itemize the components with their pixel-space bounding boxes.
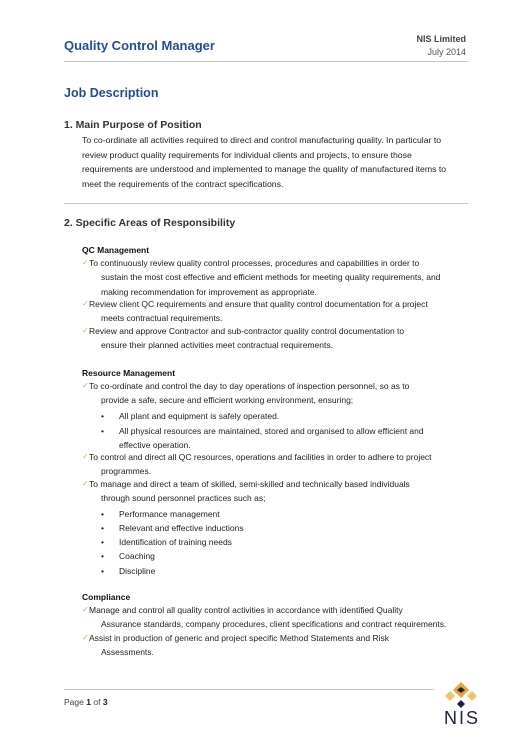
compliance-heading: Compliance <box>82 592 131 602</box>
bullet-icon: • <box>101 509 104 519</box>
section-divider <box>64 203 468 204</box>
resource-bullet: • Coaching <box>101 549 461 563</box>
bullet-icon: • <box>101 566 104 576</box>
section-1-line: requirements are understood and implemented to manage the quality of manufactured items to <box>82 164 447 174</box>
checkmark-icon: ✓ <box>82 326 89 335</box>
section-1-title: 1. Main Purpose of Position <box>64 119 202 131</box>
bullet-icon: • <box>101 523 104 533</box>
checkmark-icon: ✓ <box>82 452 89 461</box>
header-meta <box>416 33 466 58</box>
compliance-item: ✓ Assist in production of generic and project specific Method Statements and Risk Assessments. <box>82 633 390 658</box>
resource-bullet: • All plant and equipment is safely operated. <box>101 409 461 423</box>
checkmark-icon: ✓ <box>82 258 89 267</box>
resource-management-heading: Resource Management <box>82 368 176 378</box>
checkmark-icon: ✓ <box>82 479 89 488</box>
checkmark-icon: ✓ <box>82 633 89 642</box>
qc-item: ✓ Review client QC requirements and ensure that quality control documentation for a project meets contractual requirements. <box>82 299 428 324</box>
resource-bullet: • Relevant and effective inductions <box>101 521 461 535</box>
section-2-title: 2. Specific Areas of Responsibility <box>64 217 236 229</box>
resource-item: ✓ To control and direct all QC resources, operations and facilities in order to adhere to project programmes. <box>82 452 432 477</box>
section-1-body <box>82 133 470 191</box>
page-heading: Job Description <box>64 86 159 100</box>
section-1-line: meet the requirements of the contract specifications. <box>82 178 284 189</box>
checkmark-icon: ✓ <box>82 605 89 614</box>
resource-bullet: • Discipline <box>101 564 461 578</box>
section-1-line: To co-ordinate all activities required to direct and control manufacturing quality. In particular to <box>82 135 442 145</box>
bullet-icon: • <box>101 411 104 421</box>
resource-bullet: • Performance management <box>101 507 461 521</box>
document-date: July 2014 <box>427 46 466 57</box>
resource-item: ✓ To manage and direct a team of skilled, semi-skilled and technically based individuals through sound personnel practices such as; <box>82 479 410 504</box>
footer-divider <box>64 689 434 690</box>
header-divider <box>64 61 468 62</box>
qc-management-heading: QC Management <box>82 245 150 255</box>
document-title: Quality Control Manager <box>64 38 215 53</box>
page-number: Page 1 of 3 <box>64 697 108 707</box>
section-1-line: review product quality requirements for individual clients and projects, to ensure those <box>82 149 412 160</box>
resource-item: ✓ To co-ordinate and control the day to day operations of inspection personnel, so as to provide a safe, secure and efficient working environment, ensuring; <box>82 381 410 406</box>
resource-bullet: • Identification of training needs <box>101 535 461 549</box>
bullet-icon: • <box>101 537 104 547</box>
bullet-icon: • <box>101 426 104 436</box>
checkmark-icon: ✓ <box>82 299 89 308</box>
resource-bullet: • All physical resources are maintained, stored and organised to allow efficient and effective operation. <box>101 426 424 451</box>
company-name: NIS Limited <box>416 34 466 44</box>
logo-wordmark: NIS <box>443 708 480 728</box>
checkmark-icon: ✓ <box>82 381 89 390</box>
compliance-item: ✓ Manage and control all quality control activities in accordance with identified Quality Assurance standards, company procedures, client specifications and contract requirements. <box>82 605 447 630</box>
qc-item: ✓ Review and approve Contractor and sub-contractor quality control documentation to ensure their planned activities meet contractual requirements. <box>82 326 405 351</box>
qc-item: ✓ To continuously review quality control processes, procedures and capabilities in order to sustain the most cost effective and efficient methods for meeting quality requirements, and making recommendation for improvement as appropriate. <box>82 258 441 297</box>
bullet-icon: • <box>101 551 104 561</box>
